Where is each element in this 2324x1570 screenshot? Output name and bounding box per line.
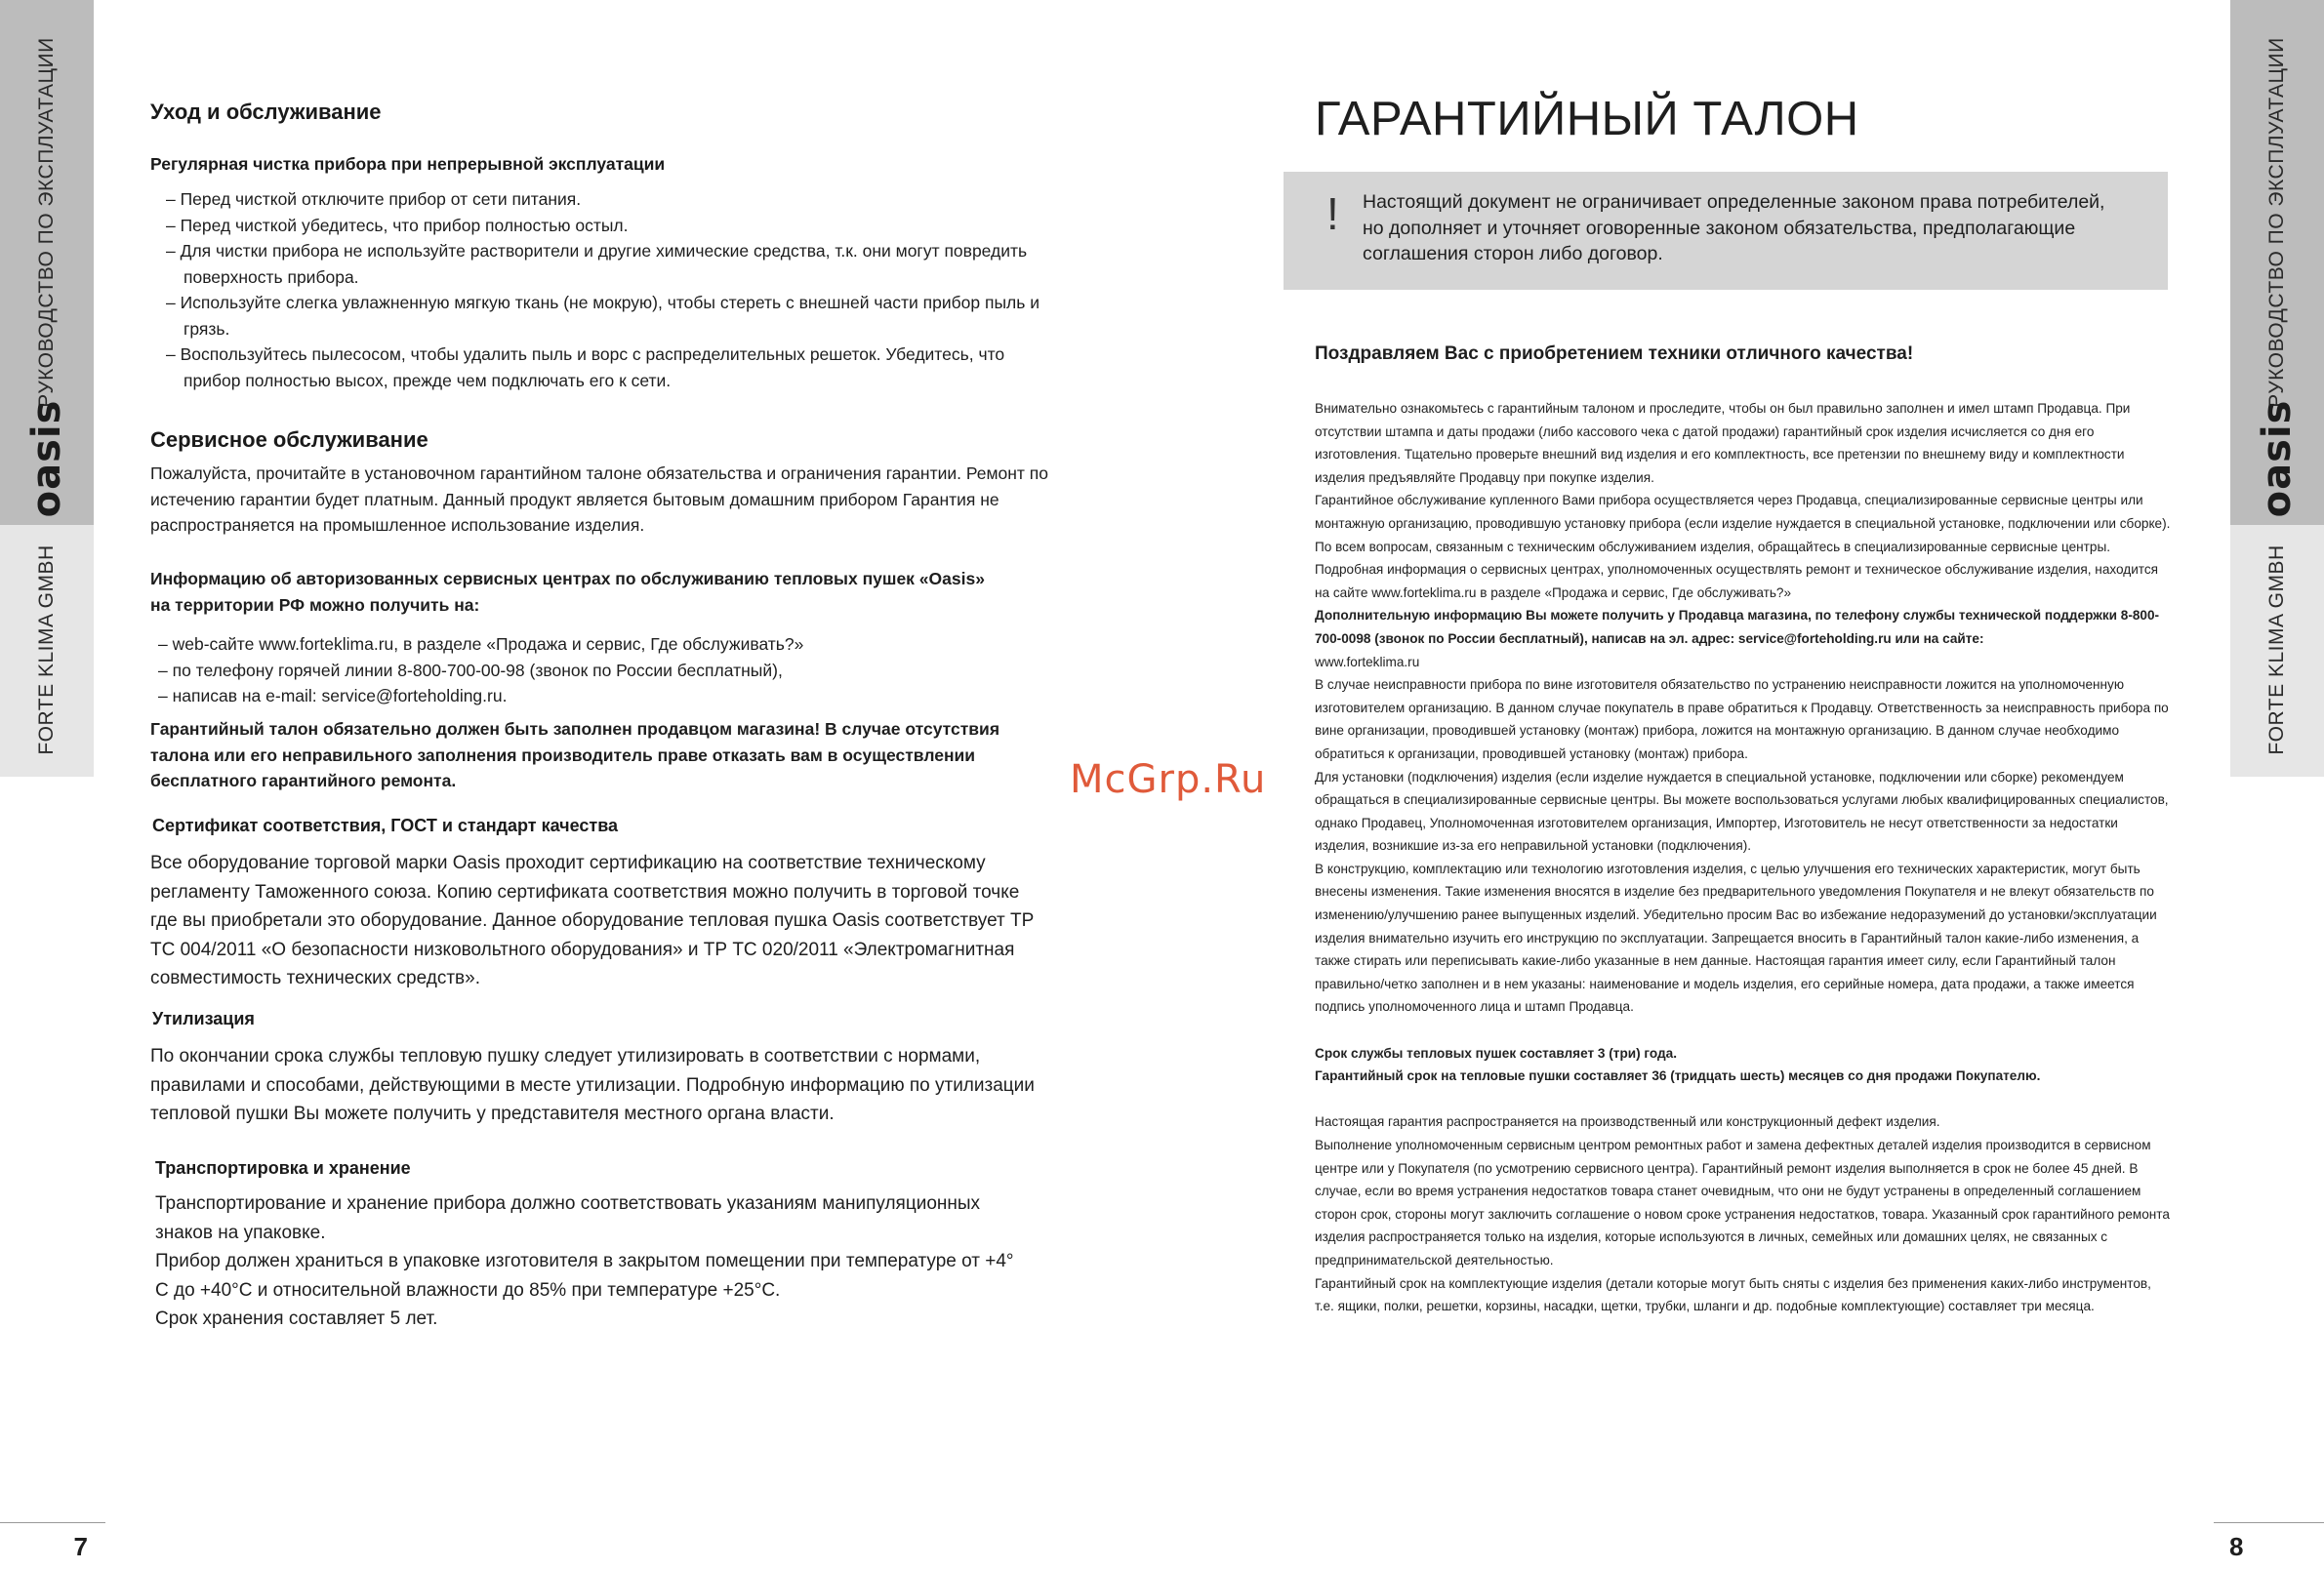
- service-centers-info: Информацию об авторизованных сервисных центрах по обслуживанию тепловых пушек «Oasis» на территории РФ можно получить на:: [150, 569, 985, 615]
- list-item: – Используйте слегка увлажненную мягкую ткань (не мокрую), чтобы стереть с внешней части прибор пыль и грязь.: [166, 293, 1040, 339]
- list-item: – написав на e-mail: service@forteholding.ru.: [158, 686, 508, 705]
- paragraph: Внимательно ознакомьтесь с гарантийным талоном и проследите, чтобы он был правильно заполнен и имел штамп Продавца. При отсутствии штампа и даты продажи (либо кассового чека с датой продажи) гарантийный срок изделия исчисляется со дня его изготовления. Тщательно проверьте внешний вид изделия и его комплектность, все претензии по внешнему виду и комплектности изделия предъявляйте Продавцу при покупке изделия.: [1315, 401, 2131, 485]
- warranty-warning: Гарантийный талон обязательно должен быть заполнен продавцом магазина! В случае отсутствия талона или его неправильного заполнения производитель праве отказать вам в осуществлении бесплатного гарантийного ремонта.: [150, 719, 1000, 790]
- exclamation-icon: !: [1326, 188, 1339, 239]
- paragraph: Гарантийный срок на тепловые пушки составляет 36 (тридцать шесть) месяцев со дня продажи Покупателю.: [1315, 1068, 2041, 1084]
- paragraph: В конструкцию, комплектацию или технологию изготовления изделия, с целью улучшения его технических характеристик, могут быть внесены изменения. Такие изменения вносятся в изделие без предварительного уведомления Покупателя и не влекут обязательств по изменению/улучшению ранее выпущенных изделий. Убедительно просим Вас во избежание недоразумений до установки/эксплуатации изделия внимательно изучить его инструкцию по эксплуатации. Запрещается вносить в Гарантийный талон какие-либо изменения, а также стирать или переписывать какие-либо указанные в нем данные. Настоящая гарантия имеет силу, если Гарантийный талон правильно/четко заполнен и в нем указаны: наименование и модель изделия, его серийные номера, дата продажи, а также имеется подпись уполномоченного лица и штамп Продавца.: [1315, 861, 2157, 1015]
- service-text: Пожалуйста, прочитайте в установочном гарантийном талоне обязательства и ограничения гарантии. Ремонт по истечению гарантии будет платным. Данный продукт является бытовым домашним прибором Гарантия не распространяется на промышленное использование изделия.: [150, 463, 1049, 535]
- transport-title: Транспортировка и хранение: [155, 1158, 411, 1178]
- page-title: ГАРАНТИЙНЫЙ ТАЛОН: [1315, 93, 1859, 145]
- paragraph: По всем вопросам, связанным с техническим обслуживанием изделия, обращайтесь в специализированные сервисные центры. Подробная информация о сервисных центрах, уполномоченных осуществлять ремонт и техническое обслуживание изделия, находится на сайте www.forteklima.ru в разделе «Продажа и сервис, Где обслуживать?»: [1315, 539, 2159, 600]
- paragraph: Гарантийное обслуживание купленного Вами прибора осуществляется через Продавца, специализированные сервисные центры или монтажную организацию, проводившую установку прибора (если изделие нуждается в специальной установке, подключении или сборке).: [1315, 493, 2171, 531]
- brand-logo: oasis: [24, 399, 69, 518]
- brand-logo: oasis: [2255, 399, 2300, 518]
- watermark: McGrp.Ru: [1070, 757, 1267, 802]
- page-number-left: 7: [0, 1522, 105, 1570]
- paragraph: Выполнение уполномоченным сервисным центром ремонтных работ и замена дефектных деталей изделия производится в сервисном центре или у Покупателя (по усмотрению сервисного центра). Гарантийный ремонт изделия выполняется в срок не более 45 дней. В случае, если во время устранения недостатков товара станет очевидным, что они не будут устранены в определенный соглашением сторон срок, стороны могут заключить соглашение о новом сроке устранения недостатков, товара. Указанный срок гарантийного ремонта изделия распространяется только на изделия, которые используются в личных, семейных или домашних целях, не связанных с предпринимательской деятельностью.: [1315, 1138, 2170, 1268]
- list-item: – Перед чисткой убедитесь, что прибор полностью остыл.: [166, 215, 629, 235]
- company-label: FORTE KLIMA GMBH: [35, 544, 58, 755]
- company-label: FORTE KLIMA GMBH: [2265, 544, 2288, 755]
- list-item: – Для чистки прибора не используйте растворители и другие химические средства, т.к. они могут повредить поверхность прибора.: [166, 241, 1028, 287]
- recycling-title: Утилизация: [152, 1009, 255, 1028]
- notice-box: [1284, 172, 2168, 290]
- paragraph: Настоящая гарантия распространяется на производственный или конструкционный дефект изделия.: [1315, 1114, 1940, 1130]
- page-number-right: 8: [2214, 1522, 2324, 1570]
- paragraph: Для установки (подключения) изделия (если изделие нуждается в специальной установке, подключении или сборке) рекомендуем обращаться в специализированные сервисные центры. Вы можете воспользоваться услугами любых квалифицированных специалистов, однако Продавец, Уполномоченная изготовителем организация, Импортер, Изготовитель не несут ответственности за недостатки изделия, возникшие из-за его неправильной установки (подключения).: [1315, 769, 2169, 854]
- text-line: Прибор должен храниться в упаковке изготовителя в закрытом помещении при температуре от +4°: [155, 1251, 1014, 1271]
- notice-text: Настоящий документ не ограничивает определенные законом права потребителей, но дополняет и уточняет оговоренные законом обязательства, предполагающие соглашения сторон либо договор.: [1363, 191, 2105, 264]
- list-item: – Воспользуйтесь пылесосом, чтобы удалить пыль и ворс с распределительных решеток. Убедитесь, что прибор полностью высох, прежде чем подключать его к сети.: [166, 344, 1005, 390]
- list-item: – web-сайте www.forteklima.ru, в разделе «Продажа и сервис, Где обслуживать?»: [158, 634, 804, 654]
- paragraph: Срок службы тепловых пушек составляет 3 (три) года.: [1315, 1045, 1677, 1061]
- text-line: С до +40°С и относительной влажности до 85% при температуре +25°С.: [155, 1279, 781, 1301]
- paragraph: Гарантийный срок на комплектующие изделия (детали которые могут быть сняты с изделия без применения каких-либо инструментов, т.е. ящики, полки, решетки, корзины, насадки, щетки, трубки, шланги и др. подобные комплектующие) составляет три месяца.: [1315, 1275, 2151, 1314]
- paragraph: www.forteklima.ru: [1315, 654, 1420, 669]
- paragraph: В случае неисправности прибора по вине изготовителя обязательство по устранению неисправности ложится на уполномоченную изготовителем организацию. В данном случае покупатель в праве обратиться к Продавцу. Ответственность за неисправность прибора по вине организации, проводившей установку (монтаж) прибора, ложится на монтажную организацию. В данном случае необходимо обратиться к организации, проводившей установку (монтаж) прибора.: [1315, 677, 2169, 761]
- manual-label: РУКОВОДСТВО ПО ЭКСПЛУАТАЦИИ: [2265, 37, 2288, 408]
- list-item: – Перед чисткой отключите прибор от сети питания.: [166, 189, 582, 209]
- recycling-text: По окончании срока службы тепловую пушку следует утилизировать в соответствии с нормами, правилами и способами, действующими в месте утилизации. Подробную информацию по утилизации тепловой пушки Вы можете получить у представителя местного органа власти.: [150, 1046, 1035, 1124]
- paragraph: Дополнительную информацию Вы можете получить у Продавца магазина, по телефону службы технической поддержки 8-800-700-0098 (звонок по России бесплатный), написав на эл. адрес: service@forteholding.ru или на сайте:: [1315, 608, 2160, 646]
- service-centers-list: [158, 631, 803, 709]
- cleaning-title: Регулярная чистка прибора при непрерывной эксплуатации: [150, 154, 666, 174]
- transport-text: [155, 1189, 1053, 1334]
- certificate-title: Сертификат соответствия, ГОСТ и стандарт качества: [152, 816, 619, 835]
- list-item: – по телефону горячей линии 8-800-700-00-98 (звонок по России бесплатный),: [158, 660, 783, 680]
- cleaning-list: [150, 186, 1048, 393]
- text-line: Транспортирование и хранение прибора должно соответствовать указаниям манипуляционных: [155, 1193, 981, 1214]
- care-title: Уход и обслуживание: [150, 100, 382, 124]
- warranty-terms: [1315, 397, 2174, 1318]
- text-line: Срок хранения составляет 5 лет.: [155, 1308, 438, 1329]
- manual-label: РУКОВОДСТВО ПО ЭКСПЛУАТАЦИИ: [35, 37, 58, 408]
- text-line: знаков на упаковке.: [155, 1222, 326, 1243]
- service-title: Сервисное обслуживание: [150, 427, 428, 452]
- certificate-text: Все оборудование торговой марки Oasis проходит сертификацию на соответствие техническому регламенту Таможенного союза. Копию сертификата соответствия можно получить в торговой точке где вы приобретали это оборудование. Данное оборудование тепловая пушка Oasis соответствует ТР ТС 004/2011 «О безопасности низковольтного оборудования» и ТР ТС 020/2011 «Электромагнитная совместимость технических средств».: [150, 853, 1035, 988]
- congrats-heading: Поздравляем Вас с приобретением техники отличного качества!: [1315, 343, 1914, 364]
